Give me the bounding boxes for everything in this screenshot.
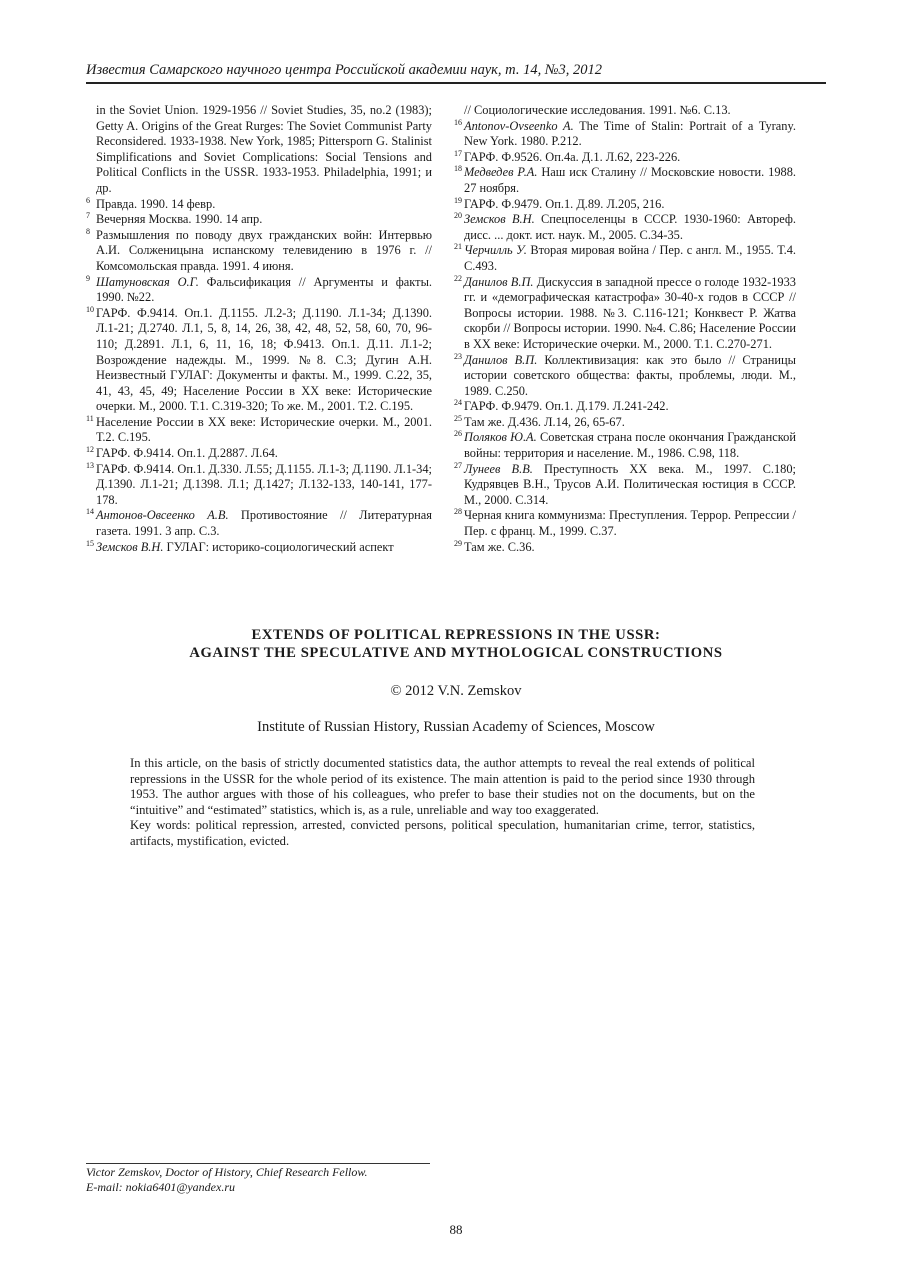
footnote-text: Противостояние // Литературная газета. 1991. 3 апр. С.3.	[96, 508, 432, 539]
author-note-email: E-mail: nokia6401@yandex.ru	[86, 1180, 236, 1194]
footnote-number: 10	[86, 304, 94, 314]
footnote-author: Земсков В.Н.	[464, 212, 535, 227]
footnote-number: 27	[454, 460, 462, 470]
header-rule	[86, 82, 826, 84]
footnote-number: 20	[454, 211, 462, 221]
footnote-number: 29	[454, 538, 462, 548]
footnote-number: 9	[86, 273, 90, 283]
footnote-text: ГАРФ. Ф.9479. Оп.1. Д.89. Л.205, 216.	[464, 196, 665, 211]
abstract-text: In this article, on the basis of strictly documented statistics data, the author attempts to reveal the real extends of political repressions in the USSR for the whole period of its existence. The main attention is paid to the period since 1930 through 1953. The author argues with those of his colleagues, who prefer to base their studies not on the documents, but on the “intuitive” and “estimated” statistics, which is, as a rule, unreliable and way too exaggerated.	[130, 756, 755, 817]
footnote-text: ГАРФ. Ф.9479. Оп.1. Д.179. Л.241-242.	[464, 399, 669, 414]
footnote-text: Коллективизация: как это было // Страницы истории советского общества: факты, проблемы, люди. М., 1989. С.250.	[464, 352, 797, 398]
footnote-author: Данилов В.П.	[464, 352, 538, 367]
running-head: Известия Самарского научного центра Российской академии наук, т. 14, №3, 2012	[86, 62, 603, 78]
footnote-text: in the Soviet Union. 1929-1956 // Soviet Studies, 35, no.2 (1983); Getty A. Origins of the Great Rurges: The Soviet Communist Party Reconsidered. 1933-1938. New York, 1985; Pittersporn G. Stalinist Simplifications and Soviet Complications: Social Tensions and Political Conflicts in the USSR. 1933-1953. Philadelphia, 1991; и др.	[96, 103, 432, 195]
author-note-line-1: Victor Zemskov, Doctor of History, Chief Research Fellow.	[86, 1165, 368, 1179]
footnote-entry	[454, 399, 796, 415]
footnote-text: Вторая мировая война / Пер. с англ. М., 1955. Т.4. С.493.	[464, 243, 796, 273]
footnote-entry	[454, 197, 796, 213]
footnote-entry	[454, 508, 796, 539]
footnote-entry	[454, 353, 796, 400]
abstract-title-line-2: AGAINST THE SPECULATIVE AND MYTHOLOGICAL CONSTRUCTIONS	[189, 645, 723, 661]
footnote-number: 7	[86, 211, 90, 221]
abstract-keywords: Key words: political repression, arrested, convicted persons, political speculation, humanitarian crime, terror, statistics, artifacts, mystification, evicted.	[130, 818, 755, 848]
footnote-entry	[454, 119, 796, 150]
footnote-number: 21	[454, 242, 462, 252]
footnote-number: 15	[86, 538, 94, 548]
footnote-text: Там же. Д.436. Л.14, 26, 65-67.	[464, 414, 625, 429]
footnote-number: 14	[86, 507, 94, 517]
footnote-text: ГАРФ. Ф.9414. Оп.1. Д.1155. Л.2-3; Д.1190. Л.1-34; Д.1390. Л.1-21; Д.2740. Л.1, 5, 8, 14, 26, 38, 42, 48, 52, 58, 60, 70, 96-110; Д.2891. Л.1, 6, 11, 16, 18; Ф.9413. Оп.1. Д.11. Л.1-2; Возрождение надежды. М., 1999. №8. С.3; Дугин А.Н. Неизвестный ГУЛАГ: Документы и факты. М., 1999. С.22, 35, 41, 43, 45, 49; Население России в XX веке: Исторические очерки. М., 2000. Т.1. С.319-320; То же. М., 2001. Т.2. С.195.	[96, 305, 432, 414]
footnote-text: Правда. 1990. 14 февр.	[96, 196, 216, 211]
footnote-text: Размышления по поводу двух гражданских войн: Интервью А.И. Солженицына испанскому телевидению в 1976 г. // Комсомольская правда. 1991. 4 июня.	[96, 227, 432, 273]
footnote-text: ГАРФ. Ф.9414. Оп.1. Д.2887. Л.64.	[96, 446, 278, 461]
footnote-number: 17	[454, 148, 462, 158]
footnote-text: Советская страна после окончания Гражданской войны: территория и население. М., 1986. С.98, 118.	[464, 430, 796, 461]
footnote-number: 25	[454, 413, 462, 423]
footnote-number: 28	[454, 507, 462, 517]
footnote-entry	[86, 212, 432, 228]
footnote-number: 18	[454, 164, 462, 174]
abstract-author: © 2012 V.N. Zemskov	[390, 683, 522, 699]
page-number: 88	[449, 1222, 463, 1237]
footnote-text: Население России в XX веке: Исторические очерки. М., 2001. Т.2. С.195.	[96, 414, 432, 445]
footnote-entry	[454, 462, 796, 509]
footnote-text: Преступность XX века. М., 1997. С.180; Кудрявцев В.Н., Трусов А.И. Политическая юстиция в СССР. М., 2000. С.314.	[464, 461, 796, 507]
footnote-text: Спецпоселенцы в СССР. 1930-1960: Автореф. дисс. ... докт. ист. наук. М., 2005. С.34-35.	[464, 212, 796, 242]
footnote-entry	[86, 462, 432, 509]
footnote-entry	[454, 275, 796, 353]
footnote-entry	[454, 415, 796, 431]
abstract-title-line-1: EXTENDS OF POLITICAL REPRESSIONS IN THE USSR:	[251, 627, 661, 643]
footnotes-right-column	[454, 103, 796, 555]
footnote-number: 22	[454, 273, 462, 283]
footnote-number: 12	[86, 445, 94, 455]
footnote-text: ГУЛАГ: историко-социологический аспект	[163, 539, 394, 554]
footnote-author: Черчилль У.	[464, 243, 527, 258]
footnote-entry	[454, 540, 796, 556]
footnote-text: Дискуссия в западной прессе о голоде 1932-1933 гг. и «демографическая катастрофа» 30-40-х годов в СССР // Вопросы истории. 1988. №3. С.116-121; Конквест Р. Жатва скорби // Вопросы истории. 1990. №4. С.86; Население России в XX веке: Исторические очерки. М., 2000. Т.1. С.270-271.	[464, 274, 796, 351]
footnote-number: 24	[454, 398, 462, 408]
abstract-body	[130, 756, 755, 850]
footnote-number: 16	[454, 117, 462, 127]
footnote-text: ГАРФ. Ф.9526. Оп.4а. Д.1. Л.62, 223-226.	[464, 149, 681, 164]
footnote-entry	[454, 150, 796, 166]
footnote-text: Там же. С.36.	[464, 539, 535, 554]
footnote-author: Шатуновская О.Г.	[96, 274, 199, 289]
footnote-number: 23	[454, 351, 462, 361]
footnote-text: Вечерняя Москва. 1990. 14 апр.	[96, 212, 263, 227]
footnote-entry	[86, 197, 432, 213]
footnote-text: Черная книга коммунизма: Преступления. Террор. Репрессии / Пер. с франц. М., 1999. С.37.	[464, 508, 796, 539]
footnote-entry	[454, 212, 796, 243]
footnote-entry	[86, 540, 432, 556]
footnote-number: 8	[86, 226, 90, 236]
abstract-institution: Institute of Russian History, Russian Academy of Sciences, Moscow	[257, 719, 655, 735]
footnote-text: Фальсификация // Аргументы и факты. 1990. №22.	[96, 274, 432, 305]
footnote-author: Медведев Р.А.	[464, 165, 538, 180]
footnote-entry	[86, 446, 432, 462]
footnote-author: Антонов-Овсеенко А.В.	[96, 508, 229, 523]
footnote-number: 13	[86, 460, 94, 470]
footnote-entry	[86, 508, 432, 539]
footnote-author: Земсков В.Н.	[96, 539, 164, 554]
footnote-entry	[454, 430, 796, 461]
footnote-entry	[454, 165, 796, 196]
footnote-entry	[86, 306, 432, 415]
footnote-entry	[454, 243, 796, 274]
footnote-number: 19	[454, 195, 462, 205]
footnote-text: Наш иск Сталину // Московские новости. 1988. 27 ноября.	[464, 165, 797, 195]
author-note	[86, 1165, 586, 1195]
footnote-author: Antonov-Ovseenko A.	[464, 118, 574, 133]
footnote-entry	[86, 103, 432, 197]
footnote-number: 11	[86, 413, 94, 423]
footnote-entry	[454, 103, 796, 119]
footnote-text: // Социологические исследования. 1991. №6. С.13.	[464, 103, 731, 117]
footnote-author: Лунеев В.В.	[464, 461, 533, 476]
footnote-rule	[86, 1163, 430, 1164]
footnote-number: 26	[454, 429, 462, 439]
footnote-entry	[86, 415, 432, 446]
footnote-author: Поляков Ю.А.	[464, 430, 537, 445]
footnote-entry	[86, 275, 432, 306]
footnote-entry	[86, 228, 432, 275]
footnote-author: Данилов В.П.	[464, 274, 534, 289]
abstract-title	[86, 626, 826, 662]
footnote-text: ГАРФ. Ф.9414. Оп.1. Д.330. Л.55; Д.1155. Л.1-3; Д.1190. Л.1-34; Д.1390. Л.1-21; Д.1398. Л.1; Д.1427; Л.132-133, 140-141, 177-178.	[96, 461, 432, 507]
footnotes-left-column	[86, 103, 432, 555]
footnote-number: 6	[86, 195, 90, 205]
footnote-text: The Time of Stalin: Portrait of a Tyrany. New York. 1980. P.212.	[464, 118, 796, 149]
